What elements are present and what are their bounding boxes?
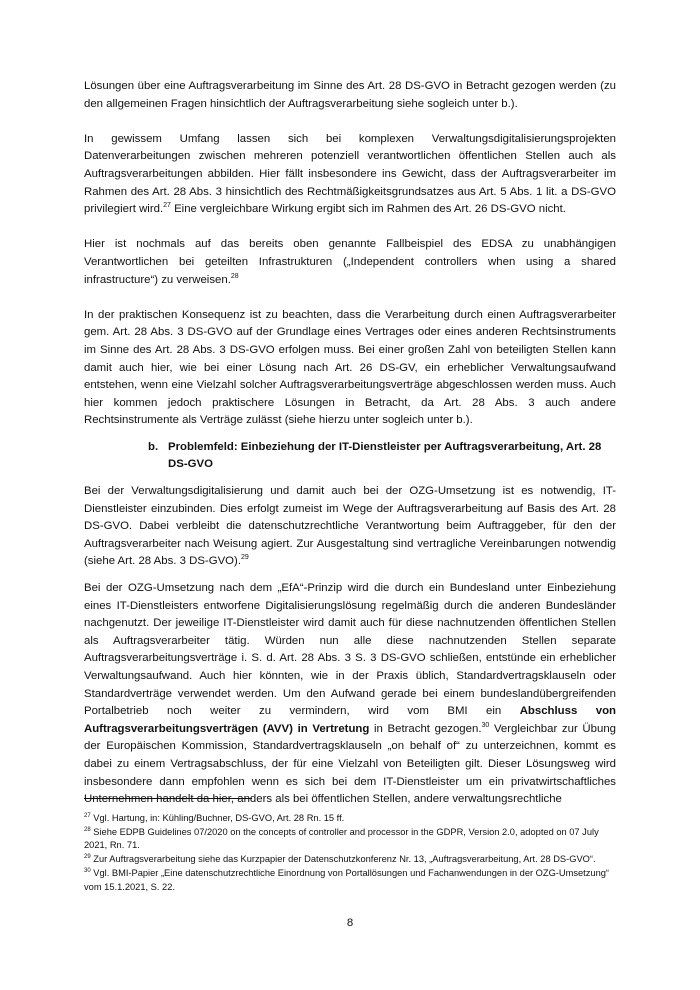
paragraph-6-text-b: in Betracht gezogen. (369, 722, 482, 735)
page-number: 8 (346, 917, 354, 929)
footnote-number: 27 (84, 812, 91, 819)
paragraph-5 (84, 483, 616, 571)
footnote-number: 30 (84, 867, 91, 874)
footnotes (84, 812, 616, 894)
paragraph-6-bold: Abschluss von Auftragsverarbeitungsverträgen (AVV) in Vertretung (84, 705, 616, 735)
footnote-ref-29: 29 (241, 554, 249, 562)
footnote-30 (84, 867, 616, 894)
paragraph-6-text-a: Bei der OZG-Umsetzung nach dem „EfA“-Prinzip wird die durch ein Bundesland unter Einbeziehung eines IT-Dienstleisters entworfene Digitalisierungslösung regelmäßig durch die anderen Bundesländer nachgenutzt. Der jeweilige IT-Dienstleister wird damit auch für diese nachnutzenden öffentlichen Stellen als Auftragsverarbeiter tätig. Würden nun alle diese nachnutzenden Stellen separate Auftragsverarbeitungsverträge i. S. d. Art. 28 Abs. 3 S. 3 DS-GVO schließen, entstünde ein erheblicher Verwaltungsaufwand. Auch hier könnten, wie in der Praxis üblich, Standardvertragsklauseln oder Standardverträge verwendet werden. Um den Aufwand gerade bei einem bundeslandübergreifenden Portalbetrieb noch weiter zu vermindern, wird vom BMI ein (84, 582, 616, 718)
footnote-29 (84, 853, 616, 867)
section-heading-b (148, 439, 616, 474)
paragraph-1 (84, 78, 616, 113)
paragraph-4 (84, 307, 616, 430)
paragraph-2-tail: Eine vergleichbare Wirkung ergibt sich im Rahmen des Art. 26 DS-GVO nicht. (170, 203, 566, 216)
footnote-text: Vgl. BMI-Papier „Eine datenschutzrechtliche Einordnung von Portallösungen und Fachanwendungen in der OZG-Umsetzung“ vom 15.1.2021, S. 22. (84, 867, 610, 892)
section-heading-text: Problemfeld: Einbeziehung der IT-Dienstleister per Auftragsverarbeitung, Art. 28 DS-GVO (168, 440, 602, 471)
footnote-number: 29 (84, 854, 91, 861)
footnote-separator (84, 798, 252, 799)
footnote-number: 28 (84, 826, 91, 833)
footnote-text: Zur Auftragsverarbeitung siehe das Kurzpapier der Datenschutzkonferenz Nr. 13, „Auftragsverarbeitung, Art. 28 DS-GVO“. (90, 854, 596, 865)
section-heading-number: b. (148, 440, 159, 453)
page-body (84, 78, 616, 809)
paragraph-2 (84, 131, 616, 219)
paragraph-4-text: In der praktischen Konsequenz ist zu beachten, dass die Verarbeitung durch einen Auftragsverarbeiter gem. Art. 28 Abs. 3 DS-GVO auf der Grundlage eines Vertrages oder eines anderen Rechtsinstruments im Sinne des Art. 28 Abs. 3 DS-GVO erfolgen muss. Bei einer großen Zahl von beteiligten Stellen kann damit auch hier, wie bei einer Lösung nach Art. 26 DS-GV, ein erheblicher Verwaltungsaufwand entstehen, wenn eine Vielzahl solcher Auftragsverarbeitungsverträge abgeschlossen werden muss. Auch hier kommen jedoch praktischere Lösungen in Betracht, da Art. 28 Abs. 3 auch andere Rechtsinstrumente als Verträge zulässt (siehe hierzu unter sogleich unter b.). (84, 308, 616, 427)
paragraph-3 (84, 236, 616, 289)
paragraph-6 (84, 580, 616, 809)
footnote-ref-30: 30 (481, 721, 490, 729)
paragraph-5-text: Bei der Verwaltungsdigitalisierung und damit auch bei der OZG-Umsetzung ist es notwendig, IT-Dienstleister einzubinden. Dies erfolgt zumeist im Wege der Auftragsverarbeitung auf Basis des Art. 28 DS-GVO. Dabei verbleibt die datenschutzrechtliche Verantwortung beim Auftraggeber, für den der Auftragsverarbeiter nach Weisung agiert. Zur Ausgestaltung sind vertragliche Vereinbarungen notwendig (siehe Art. 28 Abs. 3 DS-GVO). (84, 485, 616, 568)
footnote-27 (84, 812, 616, 826)
footnote-text: Vgl. Hartung, in: Kühling/Buchner, DS-GVO, Art. 28 Rn. 15 ff. (90, 813, 345, 823)
paragraph-3-text: Hier ist nochmals auf das bereits oben genannte Fallbeispiel des EDSA zu unabhängigen Verantwortlichen bei geteilten Infrastrukturen („Independent controllers when using a shared infrastructure“) zu verweisen. (84, 238, 616, 286)
footnote-28 (84, 826, 616, 853)
paragraph-2-text: In gewissem Umfang lassen sich bei komplexen Verwaltungsdigitalisierungsprojekten Datenverarbeitungen zwischen mehreren potenziell verantwortlichen öffentlichen Stellen auch als Auftragsverarbeitungen abbilden. Hier fällt insbesondere ins Gewicht, dass der Auftragsverarbeiter im Rahmen des Art. 28 Abs. 3 hinsichtlich des Rechtmäßigkeitsgrundsatzes aus Art. 5 Abs. 1 lit. a DS-GVO privilegiert wird. (84, 132, 616, 216)
paragraph-6-text-c: Vergleichbar zur Übung der Europäischen Kommission, Standardvertragsklauseln „on behalf of“ zu unterzeichnen, kommt es dabei zu einem Vertragsabschluss, der für eine Vielzahl von Beteiligten gilt. Dieser Lösungsweg wird insbesondere dann empfohlen wenn es sich bei dem IT-Dienstleister um ein privatwirtschaftliches Unternehmen handelt da hier, anders als bei öffentlichen Stellen, andere verwaltungsrechtliche (84, 722, 616, 806)
paragraph-1-text: Lösungen über eine Auftragsverarbeitung im Sinne des Art. 28 DS-GVO in Betracht gezogen werden (zu den allgemeinen Fragen hinsichtlich der Auftragsverarbeitung siehe sogleich unter b.). (84, 80, 616, 110)
footnote-ref-28: 28 (230, 272, 239, 280)
footnote-ref-27: 27 (163, 202, 171, 210)
footnote-text: Siehe EDPB Guidelines 07/2020 on the concepts of controller and processor in the GDPR, Version 2.0, adopted on 07 July 2021, Rn. 71. (84, 826, 599, 851)
